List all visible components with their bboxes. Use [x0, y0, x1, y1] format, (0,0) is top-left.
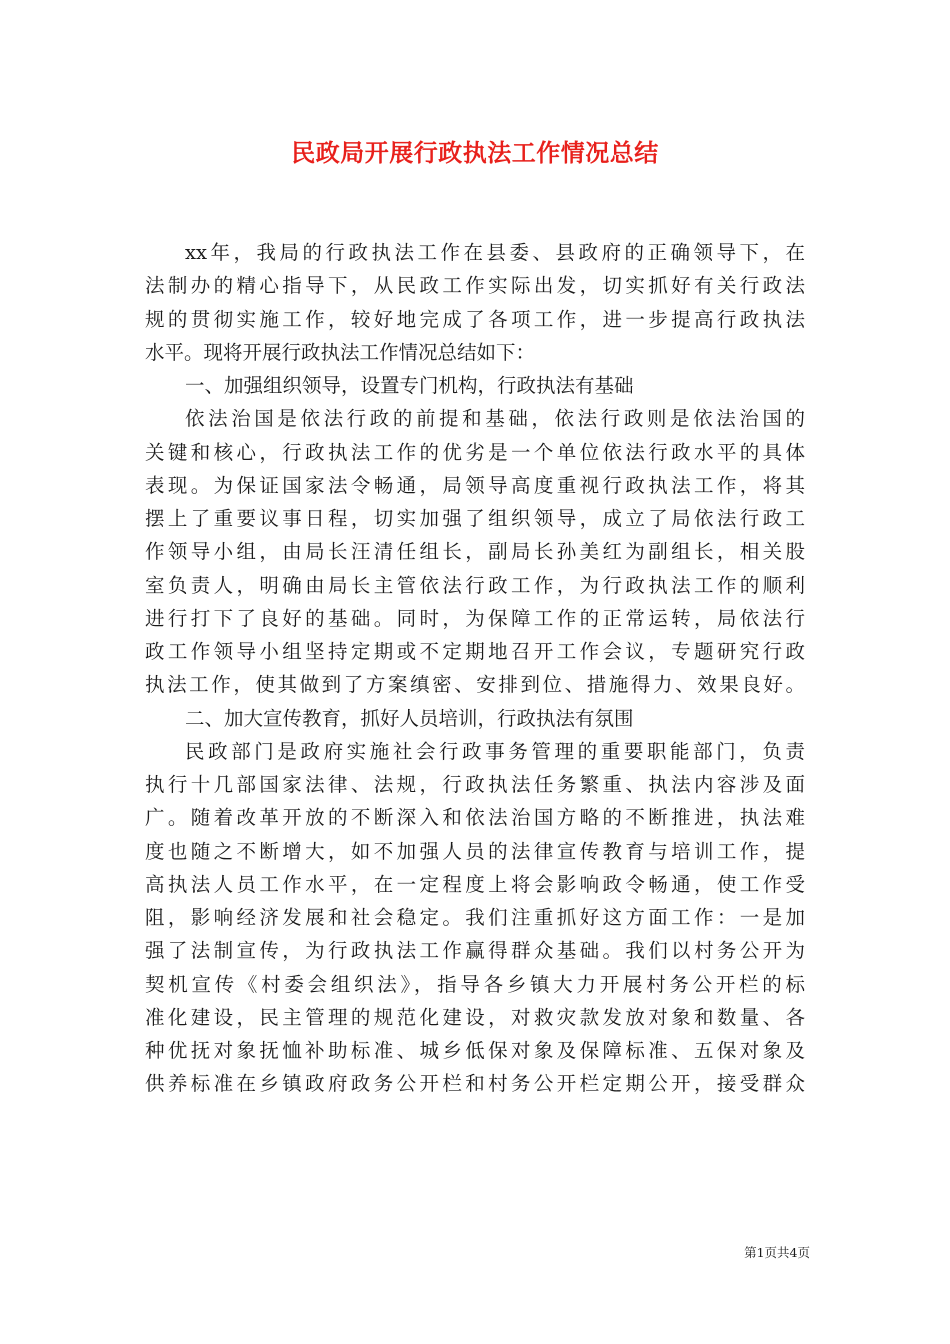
text-line: 民政部门是政府实施社会行政事务管理的重要职能部门，负责	[185, 739, 805, 763]
text-line: 关键和核心，行政执法工作的优劣是一个单位依法行政水平的具体	[145, 440, 805, 464]
text-line: 政工作领导小组坚持定期或不定期地召开工作会议，专题研究行政	[145, 640, 805, 663]
text-line: 执行十几部国家法律、法规，行政执法任务繁重、执法内容涉及面	[145, 773, 805, 796]
text-line: 作领导小组，由局长汪清任组长，副局长孙美红为副组长，相关股	[145, 540, 805, 564]
text-line: 规的贯彻实施工作，较好地完成了各项工作，进一步提高行政执法	[145, 307, 805, 331]
text-line: 摆上了重要议事日程，切实加强了组织领导，成立了局依法行政工	[145, 507, 805, 530]
text-line: 种优抚对象抚恤补助标准、城乡低保对象及保障标准、五保对象及	[145, 1039, 805, 1062]
text-line: 表现。为保证国家法令畅通，局领导高度重视行政执法工作，将其	[145, 473, 805, 497]
text-line: 供养标准在乡镇政府政务公开栏和村务公开栏定期公开，接受群众	[145, 1072, 805, 1096]
section-heading: 二、加大宣传教育，抓好人员培训，行政执法有氛围	[185, 706, 634, 730]
text-line: 契机宣传《村委会组织法》，指导各乡镇大力开展村务公开栏的标	[145, 972, 805, 996]
text-line: 准化建设，民主管理的规范化建设，对救灾款发放对象和数量、各	[145, 1005, 805, 1029]
text-line: xx年，我局的行政执法工作在县委、县政府的正确领导下，在	[185, 241, 805, 264]
document-title: 民政局开展行政执法工作情况总结	[291, 138, 659, 167]
text-line: 强了法制宣传，为行政执法工作赢得群众基础。我们以村务公开为	[145, 939, 805, 963]
section-heading: 一、加强组织领导，设置专门机构，行政执法有基础	[185, 374, 634, 397]
text-line: 阻，影响经济发展和社会稳定。我们注重抓好这方面工作：一是加	[145, 906, 805, 929]
text-line: 室负责人，明确由局长主管依法行政工作，为行政执法工作的顺利	[145, 573, 805, 597]
text-line: 进行打下了良好的基础。同时，为保障工作的正常运转，局依法行	[145, 606, 805, 630]
text-line: 依法治国是依法行政的前提和基础，依法行政则是依法治国的	[185, 407, 805, 431]
text-line: 广。随着改革开放的不断深入和依法治国方略的不断推进，执法难	[145, 806, 805, 830]
document-body	[145, 236, 805, 1101]
text-line: 水平。现将开展行政执法工作情况总结如下：	[145, 340, 536, 364]
text-line: 法制办的精心指导下，从民政工作实际出发，切实抓好有关行政法	[145, 274, 805, 298]
text-line: 高执法人员工作水平，在一定程度上将会影响政令畅通，使工作受	[145, 872, 805, 896]
text-line: 执法工作，使其做到了方案缜密、安排到位、措施得力、效果良好。	[145, 673, 805, 697]
text-line: 度也随之不断增大，如不加强人员的法律宣传教育与培训工作，提	[145, 839, 805, 863]
page-number: 第1页共4页	[744, 1245, 810, 1260]
